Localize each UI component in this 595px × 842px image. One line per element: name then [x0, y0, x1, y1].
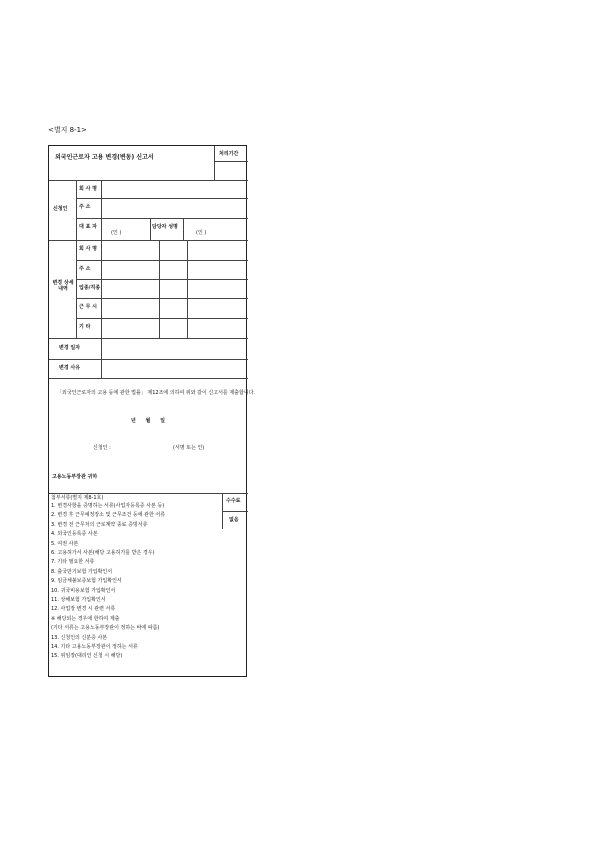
rep-seal: (인 )	[111, 230, 122, 236]
change-hours-label: 근 무 시	[79, 304, 97, 310]
attachment-item: 6. 고용허가서 사본(해당 고용허가를 받은 경우)	[51, 550, 155, 556]
attachment-item: 9. 임금체불보증보험 가입확인서	[51, 578, 122, 585]
change-reason-label: 변경 사유	[59, 365, 81, 371]
applicant-rep-label: 대 표 자	[79, 224, 97, 230]
attachment-item: (기타 서류는 고용노동부장관이 정하는 바에 따름)	[51, 625, 160, 632]
attachment-item: 11. 상해보험 가입확인서	[51, 597, 106, 603]
change-address-label: 주 소	[79, 266, 91, 272]
change-other-label: 기 타	[79, 324, 91, 330]
attachment-item: 3. 변경 전 근무처의 근로계약 종료 증빙서류	[51, 521, 148, 528]
page-label: <별지 8-1>	[48, 126, 87, 134]
change-date-label: 변경 일자	[59, 345, 81, 351]
recipient: 고용노동부장관 귀하	[52, 474, 98, 480]
change-company-label: 회 사 명	[79, 246, 97, 252]
fee-label: 수수료	[226, 498, 241, 504]
declaration-text: 「외국인근로자의 고용 등에 관한 법률」 제12조에 의하여 위와 같이 신고서를 제출합니다.	[57, 390, 256, 396]
attachment-item: 12. 사업장 변경 시 관련 서류	[51, 606, 116, 613]
attachment-item: 1. 변경사항을 증명하는 서류(사업자등록증 사본 등)	[51, 503, 165, 509]
applicant-address-label: 주 소	[79, 204, 91, 210]
contact-label: 담당자 성명	[152, 224, 178, 230]
attachment-item: 10. 귀국비용보험 가입확인서	[51, 587, 116, 594]
attachment-item: 7. 기타 필요한 서류	[51, 559, 95, 566]
attachment-item: ※ 해당되는 경우에 한하여 제출	[51, 615, 120, 622]
date-line: 년 월 일	[131, 418, 165, 424]
attachment-item: 5. 여권 사본	[51, 540, 79, 547]
applicant-company-label: 회 사 명	[79, 186, 97, 192]
applicant-section-label: 신청인	[53, 206, 68, 212]
processing-period-label: 처리기간	[219, 151, 239, 157]
attachment-item: 15. 위임장(대리인 신청 시 해당)	[51, 653, 123, 660]
change-industry-label: 업종/직종	[79, 285, 101, 291]
attachment-item: 4. 외국인등록증 사본	[51, 531, 98, 538]
registration-form	[48, 145, 256, 677]
signer-label: 신청인 :	[93, 445, 111, 451]
fee-value: 없음	[229, 517, 239, 523]
attachment-item: 13. 신청인의 신분증 사본	[51, 634, 108, 641]
attachment-item: 8. 출국만기보험 가입확인서	[51, 568, 113, 575]
attachment-item: 14. 기타 고용노동부장관이 정하는 서류	[51, 644, 138, 650]
form-title: 외국인근로자 고용 변경(변동) 신고서	[55, 154, 154, 161]
signature-label: (서명 또는 인)	[173, 445, 205, 451]
contact-seal: (인 )	[196, 230, 207, 236]
change-section-label: 변경 상세내역	[52, 280, 74, 292]
attachment-item: 2. 변경 후 근무예정장소 및 근무조건 등에 관한 서류	[51, 512, 166, 519]
attachments-title: 첨부서류(별지 제8-1호)	[51, 495, 104, 501]
